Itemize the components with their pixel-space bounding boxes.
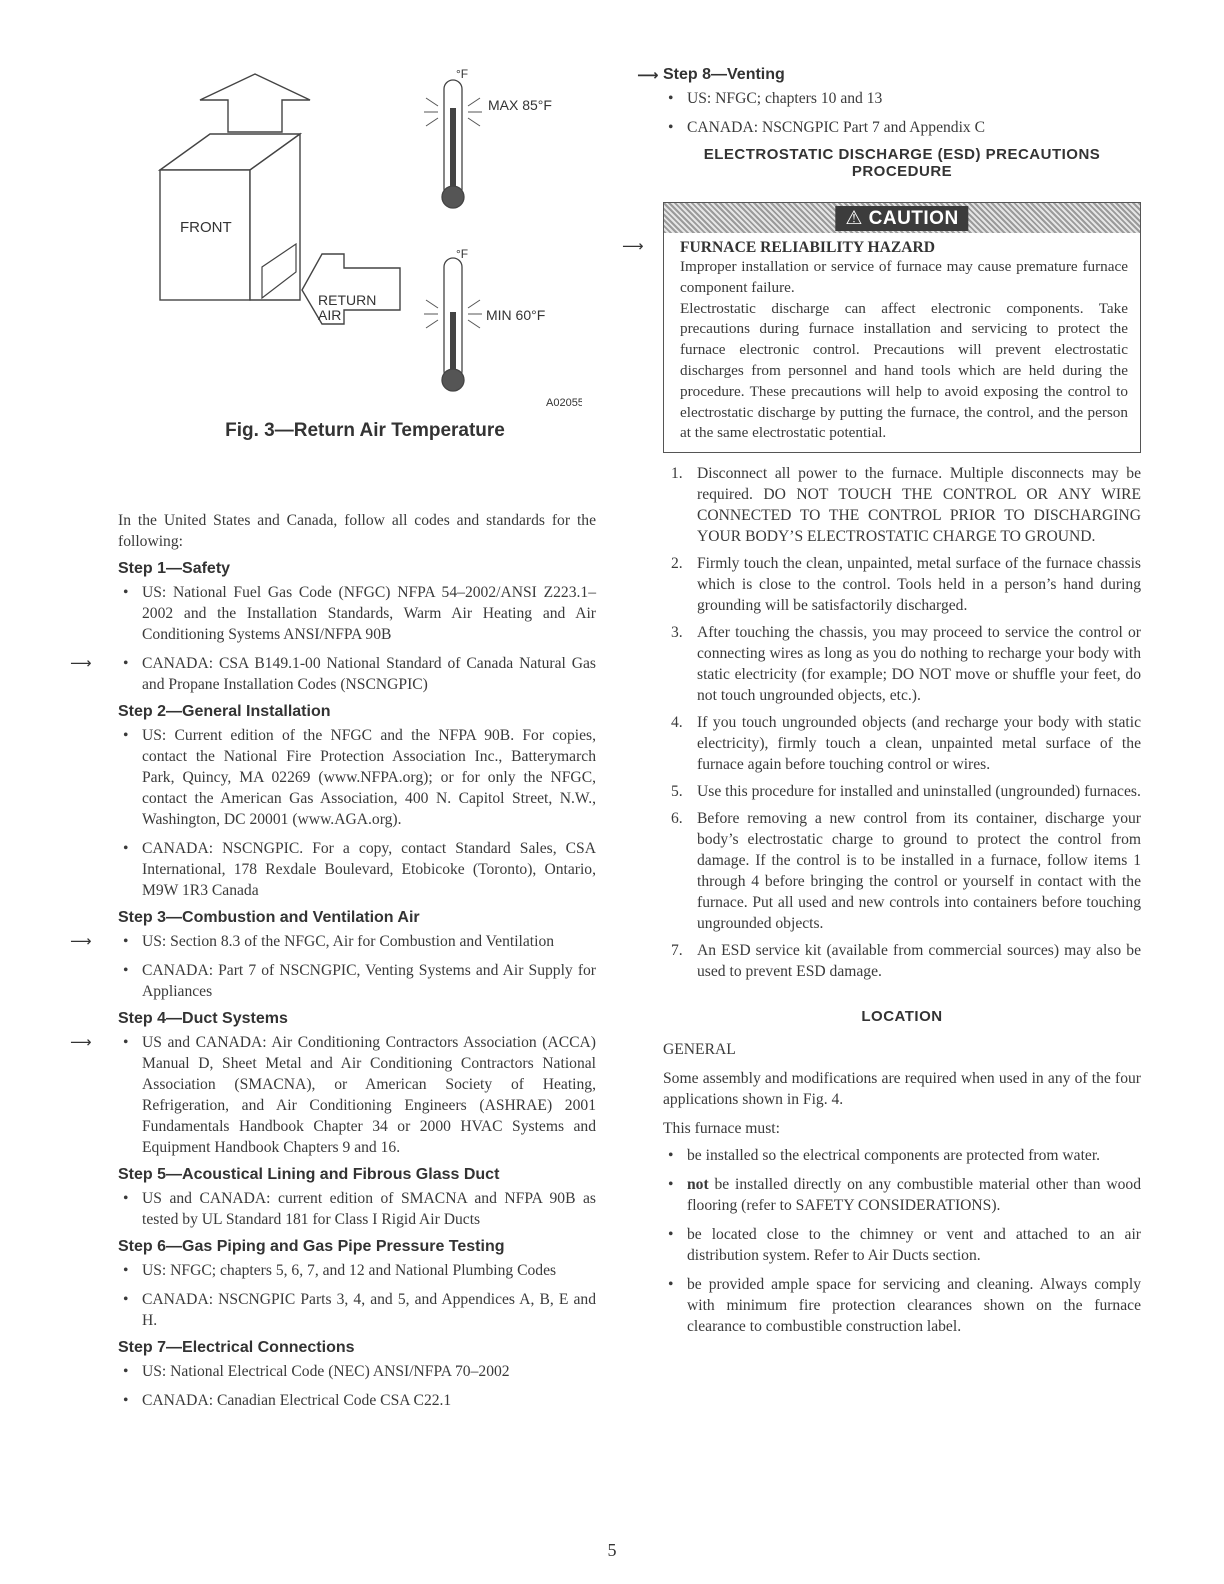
list-item: • US: NFGC; chapters 5, 6, 7, and 12 and National Plumbing Codes bbox=[123, 1262, 557, 1279]
esd-heading: ELECTROSTATIC DISCHARGE (ESD) PRECAUTIONS PROCEDURE bbox=[703, 146, 1101, 180]
figure-caption: Fig. 3—Return Air Temperature bbox=[225, 420, 505, 441]
revision-arrow-icon: ⟶ bbox=[637, 66, 659, 84]
return-air-arrow-icon bbox=[302, 254, 400, 324]
step-3-heading: Step 3—Combustion and Ventilation Air bbox=[118, 909, 420, 926]
must-intro: This furnace must: bbox=[663, 1120, 780, 1138]
step-1-list bbox=[70, 582, 596, 695]
revision-arrow-icon: ⟶ bbox=[70, 1033, 92, 1051]
front-label: FRONT bbox=[180, 219, 232, 236]
intro-paragraph: In the United States and Canada, follow all codes and standards for the following: bbox=[118, 512, 596, 550]
list-item: 1. Disconnect all power to the furnace. Multiple disconnects may be required. DO NOT TOUCH THE CONTROL OR ANY WIRE CONNECTED TO THE CONTROL PRIOR TO DISCHARGING YOUR BODY’S ELECTROSTATIC CHARGE TO GROUND. bbox=[671, 465, 1141, 546]
list-item: • CANADA: Canadian Electrical Code CSA C22.1 bbox=[123, 1392, 452, 1409]
caution-body bbox=[664, 233, 1140, 452]
list-item: • CANADA: NSCNGPIC Parts 3, 4, and 5, and Appendices A, B, E and H. bbox=[123, 1291, 596, 1329]
list-item: ⟶ • US and CANADA: Air Conditioning Contractors Association (ACCA) Manual D, Sheet Metal and Air Conditioning Contractors National Association (SMACNA), or American Society of Heating, Refrigeration, and Air Conditioning Engineers (ASHRAE) 2001 Fundamentals Handbook Chapter 34 or 2000 HVAC Systems and Equipment Handbook Chapters 9 and 16. bbox=[70, 1033, 596, 1156]
warning-triangle-icon: ⚠ bbox=[845, 208, 869, 229]
revision-arrow-icon: ⟶ bbox=[70, 654, 92, 672]
list-item: • US: NFGC; chapters 10 and 13 bbox=[668, 90, 883, 107]
list-item: ⟶ • US: Section 8.3 of the NFGC, Air for Combustion and Ventilation bbox=[70, 932, 555, 950]
list-item: • be located close to the chimney or vent and attached to an air distribution system. Refer to Air Ducts section. bbox=[668, 1226, 1141, 1265]
list-item: • not be installed directly on any combustible material other than wood flooring (refer to SAFETY CONSIDERATIONS). bbox=[668, 1176, 1141, 1215]
list-item: 2. Firmly touch the clean, unpainted, metal surface of the furnace chassis which is close to the control. Tools held in a person’s hand during grounding will be satisfactorily discharged. bbox=[671, 555, 1141, 615]
general-heading: GENERAL bbox=[663, 1041, 736, 1059]
general-paragraph: Some assembly and modifications are required when used in any of the four applications shown in Fig. 4. bbox=[663, 1070, 1141, 1109]
step-8-list bbox=[663, 88, 1141, 138]
figure-code: A02055 bbox=[546, 397, 582, 409]
caution-box bbox=[622, 202, 1141, 453]
must-list bbox=[663, 1145, 1141, 1337]
step-2-list bbox=[118, 725, 596, 901]
step-1-heading: Step 1—Safety bbox=[118, 560, 231, 577]
list-item: • be installed so the electrical components are protected from water. bbox=[668, 1147, 1101, 1165]
thermometer-max-icon bbox=[424, 80, 482, 208]
caution-paragraph-1: Improper installation or service of furnace may cause premature furnace component failure. bbox=[680, 258, 1128, 296]
return-label: RETURN bbox=[318, 292, 377, 308]
list-item: • US: National Electrical Code (NEC) ANSI/NFPA 70–2002 bbox=[123, 1363, 510, 1380]
list-item: ⟶ • CANADA: CSA B149.1-00 National Standard of Canada Natural Gas and Propane Installation Codes (NSCNGPIC) bbox=[70, 654, 596, 693]
list-item: • US: National Fuel Gas Code (NFGC) NFPA 54–2002/ANSI Z223.1–2002 and the Installation Standards, Warm Air Heating and Air Conditioning Systems ANSI/NFPA 90B bbox=[123, 584, 596, 643]
unit-label-top: °F bbox=[456, 67, 469, 81]
page-number: 5 bbox=[607, 1540, 617, 1560]
max-temp-label: MAX 85°F bbox=[488, 97, 552, 113]
list-item: 3. After touching the chassis, you may proceed to service the control or connecting wires as long as you do nothing to recharge your body with static electricity (for example; DO NOT move or shuffle your feet, do not touch ungrounded objects, etc.). bbox=[671, 624, 1141, 705]
list-item: • US and CANADA: current edition of SMACNA and NFPA 90B as tested by UL Standard 181 for Class I Rigid Air Ducts bbox=[123, 1190, 596, 1228]
list-item: 4. If you touch ungrounded objects (and recharge your body with static electricity), firmly touch a clean, unpainted metal surface of the furnace again before touching control or wires. bbox=[671, 714, 1141, 774]
furnace-diagram bbox=[150, 62, 582, 412]
step-5-heading: Step 5—Acoustical Lining and Fibrous Glass Duct bbox=[118, 1166, 500, 1183]
location-heading: LOCATION bbox=[861, 1008, 943, 1026]
thermometer-min-icon bbox=[424, 258, 482, 391]
step-3-list bbox=[70, 931, 596, 1002]
air-label: AIR bbox=[318, 307, 342, 323]
list-item: • CANADA: NSCNGPIC Part 7 and Appendix C bbox=[668, 119, 986, 136]
return-air-figure bbox=[150, 62, 582, 412]
caution-label: ⚠ CAUTION bbox=[835, 206, 968, 231]
step-7-heading: Step 7—Electrical Connections bbox=[118, 1339, 355, 1356]
list-item: 5. Use this procedure for installed and uninstalled (ungrounded) furnaces. bbox=[671, 783, 1141, 801]
step-7-list bbox=[118, 1361, 596, 1411]
right-column bbox=[622, 66, 1141, 1345]
list-item: • CANADA: NSCNGPIC. For a copy, contact Standard Sales, CSA International, 178 Rexdale Boulevard, Etobicoke (Toronto), Ontario, M9W 1R3 Canada bbox=[123, 840, 596, 899]
list-item: 6. Before removing a new control from its container, discharge your body’s electrostatic charge to ground to protect the control from damage. If the control is to be installed in a furnace, follow items 1 through 4 before bringing the control or yourself in contact with the furnace. Put all used and new controls into containers before touching ungrounded objects. bbox=[671, 810, 1141, 933]
supply-air-arrow-icon bbox=[200, 74, 310, 132]
esd-steps-list bbox=[663, 463, 1141, 982]
list-item: • US: Current edition of the NFGC and the NFPA 90B. For copies, contact the National Fire Protection Association Inc., Batterymarch Park, Quincy, MA 02269 (www.NFPA.org); or for only the NFGC, contact the American Gas Association, 400 N. Capitol Street, N.W., Washington, DC 20001 (www.AGA.org). bbox=[123, 727, 596, 828]
step-5-list bbox=[118, 1188, 596, 1230]
left-column bbox=[70, 510, 596, 1419]
step-2-heading: Step 2—General Installation bbox=[118, 703, 331, 720]
list-item: • be provided ample space for servicing and cleaning. Always comply with minimum fire protection clearances shown on the furnace clearance to combustible construction label. bbox=[668, 1276, 1141, 1336]
caution-paragraph-2: Electrostatic discharge can affect electronic components. Take precautions during furnace installation and servicing to protect the furnace electronic control. Precautions will prevent electrostatic discharges from personnel and hand tools which are held during the procedure. These precautions will help to avoid exposing the control to electrostatic discharge by putting the furnace, the control, and the person at the same electrostatic potential. bbox=[680, 299, 1128, 442]
step-6-list bbox=[118, 1260, 596, 1331]
step-4-heading: Step 4—Duct Systems bbox=[118, 1010, 288, 1027]
caution-header bbox=[664, 203, 1140, 233]
step-6-heading: Step 6—Gas Piping and Gas Pipe Pressure Testing bbox=[118, 1238, 505, 1255]
revision-arrow-icon: ⟶ bbox=[622, 237, 644, 255]
unit-label-bottom: °F bbox=[456, 247, 469, 261]
step-4-list bbox=[70, 1032, 596, 1158]
min-temp-label: MIN 60°F bbox=[486, 307, 546, 323]
caution-title: FURNACE RELIABILITY HAZARD bbox=[680, 239, 936, 256]
step-8-heading: ⟶ Step 8—Venting bbox=[637, 66, 785, 84]
list-item: 7. An ESD service kit (available from commercial sources) may also be used to prevent ESD damage. bbox=[671, 942, 1141, 981]
list-item: • CANADA: Part 7 of NSCNGPIC, Venting Systems and Air Supply for Appliances bbox=[123, 962, 596, 1000]
revision-arrow-icon: ⟶ bbox=[70, 932, 92, 950]
